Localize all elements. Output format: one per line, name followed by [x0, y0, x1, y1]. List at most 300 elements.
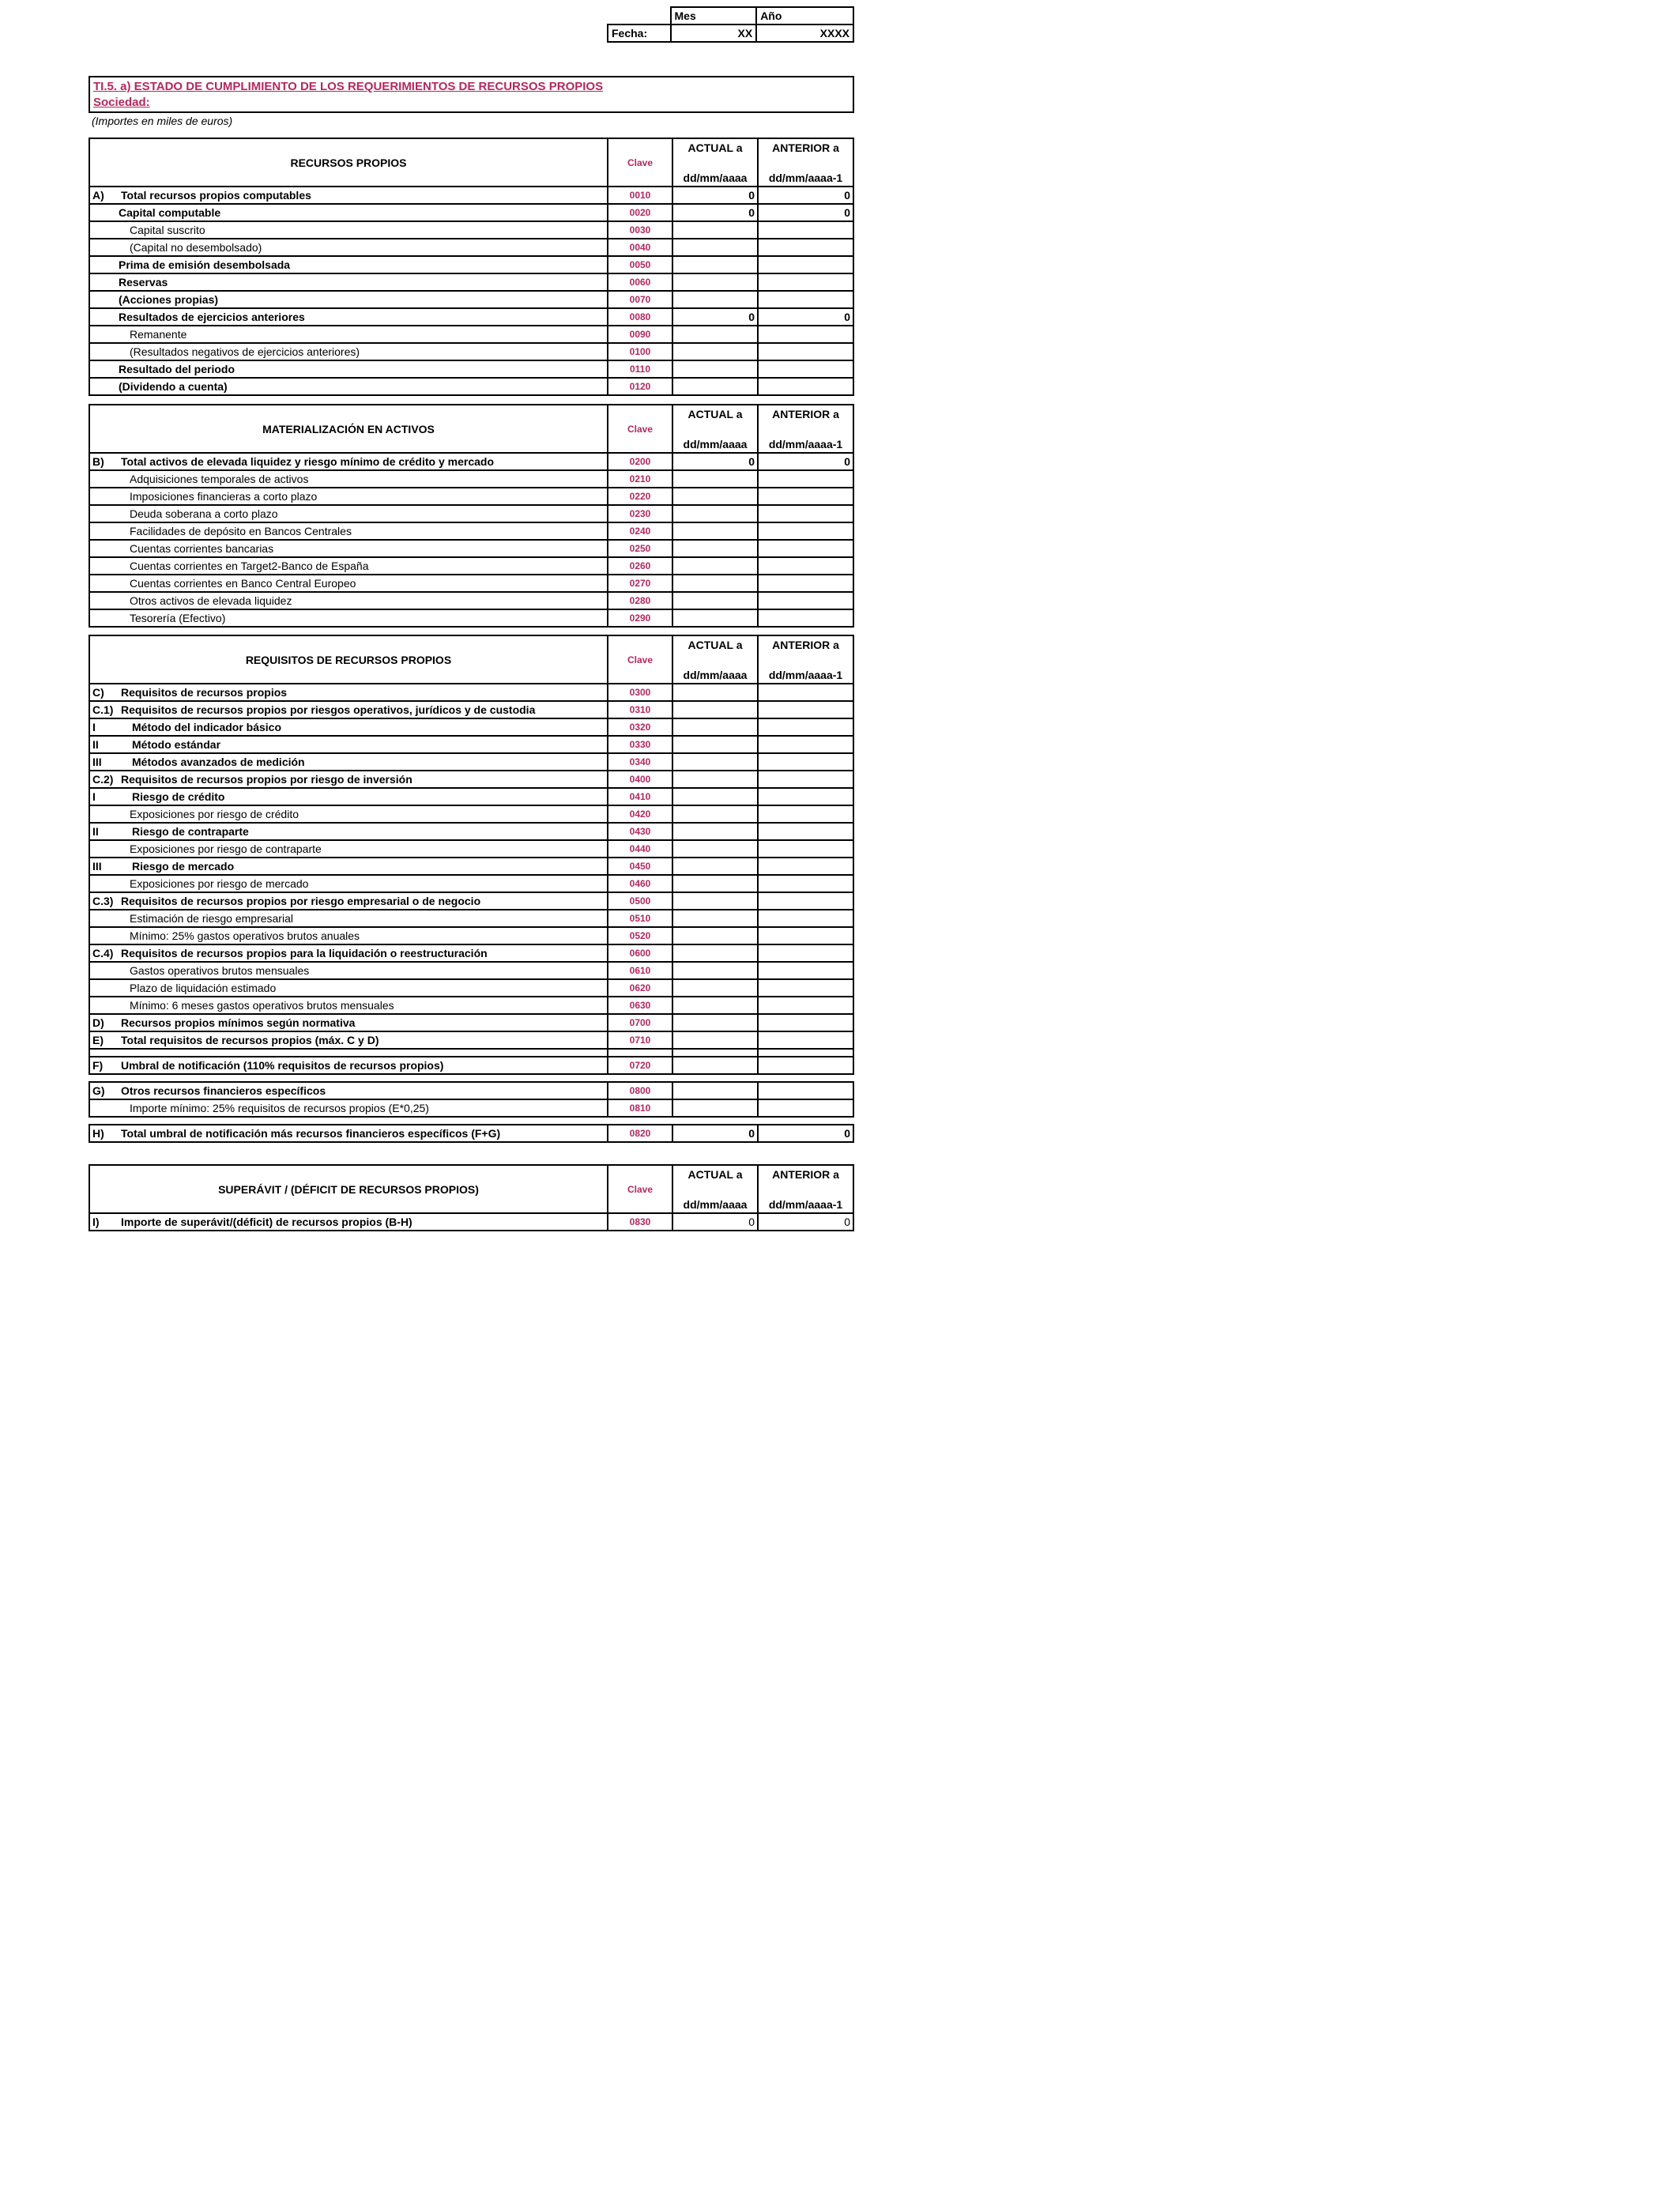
actual-value[interactable]	[672, 256, 758, 273]
row-label: Otros recursos financieros específicos	[121, 1084, 326, 1097]
row-clave: 0340	[608, 753, 672, 771]
row-label-cell	[89, 753, 608, 771]
sociedad-label: Sociedad:	[93, 96, 150, 109]
actual-value[interactable]	[672, 540, 758, 557]
table-row	[89, 910, 853, 927]
actual-value[interactable]	[672, 684, 758, 701]
section-header	[89, 1165, 853, 1213]
actual-value[interactable]: 0	[672, 204, 758, 221]
anterior-value[interactable]	[758, 684, 853, 701]
actual-header	[672, 1165, 758, 1213]
table-row	[89, 204, 853, 221]
row-clave: 0030	[608, 221, 672, 239]
table-row	[89, 256, 853, 273]
table-row	[89, 1082, 853, 1099]
row-clave: 0300	[608, 684, 672, 701]
table-row	[89, 239, 853, 256]
clave-header: Clave	[608, 635, 672, 684]
actual-header-bottom: dd/mm/aaaa	[683, 172, 748, 184]
actual-value[interactable]	[672, 805, 758, 823]
row-label-cell	[89, 962, 608, 979]
anterior-value[interactable]	[758, 239, 853, 256]
row-clave: 0060	[608, 273, 672, 291]
table-row	[89, 378, 853, 395]
actual-value[interactable]	[672, 1057, 758, 1074]
anterior-value[interactable]	[758, 1082, 853, 1099]
row-marker: II	[92, 738, 99, 751]
section-header	[89, 405, 853, 453]
row-label: Tesorería (Efectivo)	[130, 612, 226, 624]
table-row	[89, 858, 853, 875]
anterior-value[interactable]	[758, 788, 853, 805]
actual-value[interactable]	[672, 858, 758, 875]
anterior-value[interactable]	[758, 256, 853, 273]
anterior-value[interactable]: 0	[758, 1213, 853, 1231]
anterior-value[interactable]	[758, 771, 853, 788]
anterior-value[interactable]: 0	[758, 187, 853, 204]
section-header	[89, 138, 853, 187]
row-label-cell	[89, 944, 608, 962]
row-marker: II	[92, 825, 99, 838]
section-title: MATERIALIZACIÓN EN ACTIVOS	[89, 405, 608, 453]
actual-value[interactable]	[672, 273, 758, 291]
actual-value[interactable]	[672, 609, 758, 627]
row-label-cell	[89, 684, 608, 701]
anterior-value[interactable]	[758, 221, 853, 239]
anterior-header-top: ANTERIOR a	[772, 408, 839, 420]
anio-value[interactable]: XXXX	[756, 25, 853, 42]
anterior-header-top: ANTERIOR a	[772, 639, 839, 651]
anterior-value[interactable]: 0	[758, 453, 853, 470]
actual-value[interactable]	[672, 1099, 758, 1117]
anterior-value[interactable]: 0	[758, 204, 853, 221]
anterior-value[interactable]	[758, 875, 853, 892]
actual-value[interactable]: 0	[672, 187, 758, 204]
fecha-label: Fecha:	[608, 25, 671, 42]
row-label: Total umbral de notificación más recursos financieros específicos (F+G)	[121, 1127, 501, 1140]
row-label: Mínimo: 6 meses gastos operativos brutos mensuales	[130, 999, 394, 1012]
row-label-cell	[89, 291, 608, 308]
table-row	[89, 753, 853, 771]
row-marker: F)	[92, 1059, 104, 1072]
clave-header: Clave	[608, 405, 672, 453]
anterior-value[interactable]	[758, 1099, 853, 1117]
actual-value[interactable]	[672, 910, 758, 927]
table-row	[89, 1125, 853, 1142]
row-label: Exposiciones por riesgo de crédito	[130, 808, 299, 820]
mes-value[interactable]: XX	[671, 25, 757, 42]
table-row	[89, 979, 853, 997]
row-marker: A)	[92, 189, 104, 202]
row-label: Requisitos de recursos propios por riesgo empresarial o de negocio	[121, 895, 481, 907]
row-marker: I	[92, 721, 96, 733]
table-row	[89, 453, 853, 470]
table-row	[89, 892, 853, 910]
actual-value[interactable]	[672, 771, 758, 788]
row-clave: 0700	[608, 1014, 672, 1031]
row-label-cell	[89, 488, 608, 505]
row-clave: 0520	[608, 927, 672, 944]
row-clave: 0430	[608, 823, 672, 840]
row-label: Capital computable	[119, 206, 221, 219]
table-row	[89, 684, 853, 701]
clave-header: Clave	[608, 1165, 672, 1213]
row-clave: 0010	[608, 187, 672, 204]
row-label-cell	[89, 805, 608, 823]
row-label-cell	[89, 522, 608, 540]
actual-header-bottom: dd/mm/aaaa	[683, 669, 748, 681]
table-row	[89, 788, 853, 805]
actual-value[interactable]	[672, 360, 758, 378]
row-marker: III	[92, 756, 102, 768]
row-label: Método estándar	[132, 738, 221, 751]
mes-label: Mes	[671, 7, 757, 25]
row-clave: 0290	[608, 609, 672, 627]
actual-value[interactable]	[672, 788, 758, 805]
row-clave: 0120	[608, 378, 672, 395]
row-label-cell	[89, 1057, 608, 1074]
clave-header: Clave	[608, 138, 672, 187]
table-row	[89, 291, 853, 308]
table-row	[89, 488, 853, 505]
row-label-cell	[89, 273, 608, 291]
table-row	[89, 221, 853, 239]
table-row	[89, 1057, 853, 1074]
anterior-value[interactable]	[758, 892, 853, 910]
actual-value[interactable]	[672, 892, 758, 910]
actual-value[interactable]	[672, 470, 758, 488]
row-clave: 0330	[608, 736, 672, 753]
row-label: Método del indicador básico	[132, 721, 282, 733]
row-label-cell	[89, 378, 608, 395]
row-clave: 0610	[608, 962, 672, 979]
actual-value[interactable]	[672, 753, 758, 771]
anterior-value[interactable]	[758, 805, 853, 823]
row-label: Riesgo de contraparte	[132, 825, 249, 838]
actual-value[interactable]	[672, 1082, 758, 1099]
actual-header-top: ACTUAL a	[687, 141, 743, 154]
row-label-cell	[89, 575, 608, 592]
row-label-cell	[89, 204, 608, 221]
actual-value[interactable]	[672, 522, 758, 540]
anterior-header	[758, 405, 853, 453]
row-label-cell	[89, 1125, 608, 1142]
section-table-3	[89, 1164, 854, 1231]
row-clave: 0830	[608, 1213, 672, 1231]
anterior-header-bottom: dd/mm/aaaa-1	[768, 438, 843, 450]
row-marker: C.2)	[92, 773, 114, 786]
row-clave: 0250	[608, 540, 672, 557]
row-label-cell	[89, 557, 608, 575]
anterior-value[interactable]	[758, 927, 853, 944]
anterior-value[interactable]	[758, 840, 853, 858]
row-label: Exposiciones por riesgo de mercado	[130, 877, 309, 890]
section-table-2	[89, 635, 854, 1143]
actual-value[interactable]: 0	[672, 308, 758, 326]
row-clave: 0230	[608, 505, 672, 522]
actual-value[interactable]	[672, 718, 758, 736]
anterior-value[interactable]	[758, 753, 853, 771]
anterior-value[interactable]	[758, 557, 853, 575]
row-label-cell	[89, 221, 608, 239]
spacer-row	[89, 1049, 853, 1057]
row-marker: C.4)	[92, 947, 114, 959]
anterior-value[interactable]	[758, 470, 853, 488]
anterior-header	[758, 138, 853, 187]
table-row	[89, 997, 853, 1014]
row-clave: 0070	[608, 291, 672, 308]
row-label: (Resultados negativos de ejercicios anteriores)	[130, 345, 360, 358]
row-label: (Capital no desembolsado)	[130, 241, 262, 254]
section-table-0	[89, 138, 854, 396]
row-marker: I)	[92, 1216, 100, 1228]
row-clave: 0400	[608, 771, 672, 788]
anterior-value[interactable]	[758, 997, 853, 1014]
row-clave: 0410	[608, 788, 672, 805]
table-row	[89, 575, 853, 592]
anterior-value[interactable]	[758, 979, 853, 997]
table-row	[89, 1031, 853, 1049]
actual-value[interactable]	[672, 840, 758, 858]
row-label: Requisitos de recursos propios por riesgo de inversión	[121, 773, 412, 786]
actual-value[interactable]	[672, 1014, 758, 1031]
actual-value[interactable]	[672, 927, 758, 944]
row-label-cell	[89, 505, 608, 522]
anterior-value[interactable]	[758, 1031, 853, 1049]
anterior-value[interactable]	[758, 944, 853, 962]
row-label: Cuentas corrientes bancarias	[130, 542, 274, 555]
anterior-value[interactable]	[758, 1057, 853, 1074]
actual-value[interactable]	[672, 997, 758, 1014]
row-label: Cuentas corrientes en Target2-Banco de España	[130, 560, 369, 572]
row-label: Mínimo: 25% gastos operativos brutos anuales	[130, 929, 360, 942]
table-row	[89, 470, 853, 488]
row-label-cell	[89, 979, 608, 997]
row-label: Prima de emisión desembolsada	[119, 258, 291, 271]
row-clave: 0420	[608, 805, 672, 823]
table-row	[89, 273, 853, 291]
row-label-cell	[89, 927, 608, 944]
actual-value[interactable]	[672, 557, 758, 575]
row-label: Recursos propios mínimos según normativa	[121, 1016, 356, 1029]
actual-value[interactable]	[672, 326, 758, 343]
actual-value[interactable]	[672, 505, 758, 522]
anterior-header	[758, 635, 853, 684]
row-label: Total activos de elevada liquidez y riesgo mínimo de crédito y mercado	[121, 455, 494, 468]
row-label-cell	[89, 308, 608, 326]
row-label-cell	[89, 771, 608, 788]
row-label-cell	[89, 997, 608, 1014]
row-label: Umbral de notificación (110% requisitos de recursos propios)	[121, 1059, 444, 1072]
row-label-cell	[89, 592, 608, 609]
gap-row	[89, 1074, 853, 1082]
table-row	[89, 343, 853, 360]
anterior-value[interactable]: 0	[758, 1125, 853, 1142]
anterior-value[interactable]	[758, 858, 853, 875]
anterior-value[interactable]	[758, 505, 853, 522]
row-label-cell	[89, 788, 608, 805]
actual-value[interactable]	[672, 944, 758, 962]
row-label-cell	[89, 910, 608, 927]
actual-value[interactable]	[672, 592, 758, 609]
row-clave: 0210	[608, 470, 672, 488]
actual-value[interactable]	[672, 378, 758, 395]
row-clave: 0500	[608, 892, 672, 910]
actual-value[interactable]	[672, 1031, 758, 1049]
table-row	[89, 187, 853, 204]
table-row	[89, 1213, 853, 1231]
anterior-value[interactable]	[758, 343, 853, 360]
anterior-value[interactable]	[758, 718, 853, 736]
anterior-value[interactable]	[758, 736, 853, 753]
row-clave: 0110	[608, 360, 672, 378]
report-header	[89, 76, 854, 113]
anterior-value[interactable]	[758, 291, 853, 308]
row-marker: H)	[92, 1127, 104, 1140]
row-label: Capital suscrito	[130, 224, 205, 236]
table-row	[89, 875, 853, 892]
table-row	[89, 736, 853, 753]
anterior-value[interactable]	[758, 488, 853, 505]
actual-value[interactable]	[672, 823, 758, 840]
row-label: Métodos avanzados de medición	[132, 756, 305, 768]
anterior-value[interactable]	[758, 823, 853, 840]
row-clave: 0320	[608, 718, 672, 736]
row-clave: 0620	[608, 979, 672, 997]
table-row	[89, 1099, 853, 1117]
anterior-value[interactable]	[758, 962, 853, 979]
actual-value[interactable]	[672, 575, 758, 592]
actual-value[interactable]	[672, 736, 758, 753]
row-clave: 0260	[608, 557, 672, 575]
row-marker: D)	[92, 1016, 104, 1029]
anterior-header-bottom: dd/mm/aaaa-1	[768, 669, 843, 681]
row-marker: C.3)	[92, 895, 114, 907]
units-note: (Importes en miles de euros)	[92, 115, 233, 127]
row-label: Requisitos de recursos propios para la liquidación o reestructuración	[121, 947, 488, 959]
section-table-1	[89, 404, 854, 628]
row-label: Plazo de liquidación estimado	[130, 982, 277, 994]
row-label: Riesgo de crédito	[132, 790, 225, 803]
anterior-value[interactable]	[758, 360, 853, 378]
table-row	[89, 557, 853, 575]
table-row	[89, 805, 853, 823]
anterior-value[interactable]	[758, 910, 853, 927]
actual-value[interactable]	[672, 488, 758, 505]
row-label: Importe mínimo: 25% requisitos de recursos propios (E*0,25)	[130, 1102, 429, 1114]
row-label-cell	[89, 1099, 608, 1117]
anio-label: Año	[756, 7, 853, 25]
report-title: TI.5. a) ESTADO DE CUMPLIMIENTO DE LOS REQUERIMIENTOS DE RECURSOS PROPIOS	[93, 80, 604, 93]
row-label-cell	[89, 239, 608, 256]
anterior-value[interactable]	[758, 326, 853, 343]
row-clave: 0280	[608, 592, 672, 609]
row-clave: 0090	[608, 326, 672, 343]
row-clave: 0720	[608, 1057, 672, 1074]
actual-value[interactable]	[672, 701, 758, 718]
anterior-value[interactable]	[758, 1014, 853, 1031]
actual-value[interactable]	[672, 875, 758, 892]
table-row	[89, 944, 853, 962]
actual-value[interactable]	[672, 962, 758, 979]
row-label: (Dividendo a cuenta)	[119, 380, 228, 393]
gap-row	[89, 1117, 853, 1125]
row-clave: 0800	[608, 1082, 672, 1099]
row-label-cell	[89, 470, 608, 488]
actual-header	[672, 635, 758, 684]
anterior-value[interactable]	[758, 701, 853, 718]
row-clave: 0050	[608, 256, 672, 273]
anterior-value[interactable]	[758, 273, 853, 291]
anterior-value[interactable]	[758, 609, 853, 627]
actual-value[interactable]	[672, 343, 758, 360]
row-label-cell	[89, 187, 608, 204]
row-clave: 0100	[608, 343, 672, 360]
row-clave: 0460	[608, 875, 672, 892]
anterior-value[interactable]: 0	[758, 308, 853, 326]
table-row	[89, 540, 853, 557]
anterior-value[interactable]	[758, 522, 853, 540]
table-row	[89, 771, 853, 788]
actual-value[interactable]	[672, 221, 758, 239]
table-row	[89, 609, 853, 627]
anterior-header-top: ANTERIOR a	[772, 1168, 839, 1181]
section-header	[89, 635, 853, 684]
row-marker: C.1)	[92, 703, 114, 716]
table-row	[89, 592, 853, 609]
row-label: Exposiciones por riesgo de contraparte	[130, 843, 322, 855]
row-clave: 0600	[608, 944, 672, 962]
anterior-value[interactable]	[758, 592, 853, 609]
anterior-header-bottom: dd/mm/aaaa-1	[768, 172, 843, 184]
actual-value[interactable]: 0	[672, 1125, 758, 1142]
row-label-cell	[89, 1082, 608, 1099]
section-title: SUPERÁVIT / (DÉFICIT DE RECURSOS PROPIOS)	[89, 1165, 608, 1213]
row-clave: 0270	[608, 575, 672, 592]
actual-value[interactable]: 0	[672, 1213, 758, 1231]
row-label-cell	[89, 609, 608, 627]
table-row	[89, 823, 853, 840]
row-label-cell	[89, 360, 608, 378]
row-clave: 0820	[608, 1125, 672, 1142]
actual-value[interactable]	[672, 239, 758, 256]
row-label-cell	[89, 840, 608, 858]
table-row	[89, 701, 853, 718]
anterior-value[interactable]	[758, 378, 853, 395]
actual-value[interactable]	[672, 979, 758, 997]
row-label-cell	[89, 343, 608, 360]
row-clave: 0440	[608, 840, 672, 858]
row-label: Total requisitos de recursos propios (máx. C y D)	[121, 1034, 379, 1046]
row-label: Cuentas corrientes en Banco Central Europeo	[130, 577, 356, 590]
row-clave: 0810	[608, 1099, 672, 1117]
row-clave: 0450	[608, 858, 672, 875]
actual-header-top: ACTUAL a	[687, 1168, 743, 1181]
actual-header-bottom: dd/mm/aaaa	[683, 438, 748, 450]
row-clave: 0080	[608, 308, 672, 326]
row-clave: 0200	[608, 453, 672, 470]
row-label: Imposiciones financieras a corto plazo	[130, 490, 318, 503]
row-label-cell	[89, 453, 608, 470]
actual-value[interactable]: 0	[672, 453, 758, 470]
anterior-value[interactable]	[758, 575, 853, 592]
actual-value[interactable]	[672, 291, 758, 308]
row-label: Requisitos de recursos propios por riesgos operativos, jurídicos y de custodia	[121, 703, 536, 716]
row-label-cell	[89, 892, 608, 910]
anterior-value[interactable]	[758, 540, 853, 557]
row-label-cell	[89, 736, 608, 753]
actual-header	[672, 138, 758, 187]
